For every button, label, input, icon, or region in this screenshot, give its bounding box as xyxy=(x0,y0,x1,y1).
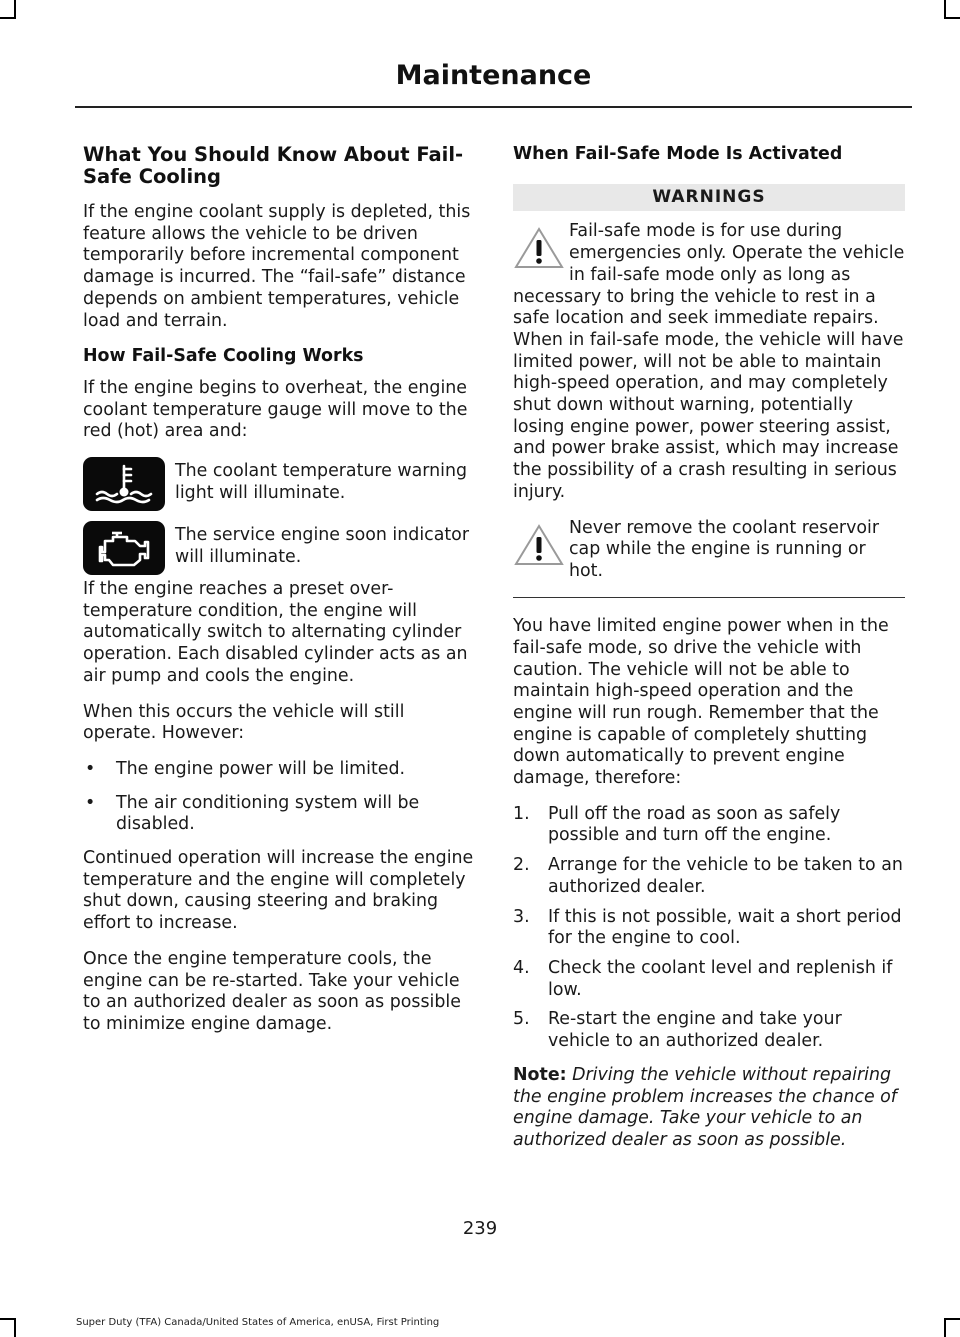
note-text: Driving the vehicle without repairing the engine problem increases the chance of engine damage. Take your vehicle to an authorized dealer as soon as possible. xyxy=(513,1064,897,1150)
crop-mark xyxy=(0,1318,16,1320)
paragraph-over-temperature: If the engine reaches a preset over-temperature condition, the engine will automatically switch to alternating cylinder operation. Each disabled cylinder acts as an air pump and cools the engine. xyxy=(83,579,468,686)
warning-triangle-icon xyxy=(513,225,565,271)
paragraph-limited-power: You have limited engine power when in the fail-safe mode, so drive the vehicle with caution. The vehicle will not be able to maintain high-speed operation and the engine will run rough. Remember that the engine is capable of completely shutting down automatically to prevent engine damage, therefore: xyxy=(513,616,889,789)
list-item: • The engine power will be limited. xyxy=(85,758,406,779)
warning-block xyxy=(513,518,905,583)
list-item: 4. Check the coolant level and replenish if low. xyxy=(513,958,893,1000)
footer-edition: Super Duty (TFA) Canada/United States of America, enUSA, First Printing xyxy=(76,1317,440,1328)
note-label: Note: xyxy=(513,1064,567,1085)
steps-list xyxy=(513,804,905,1053)
page-number: 239 xyxy=(462,1218,498,1239)
list-item: 2. Arrange for the vehicle to be taken to an authorized dealer. xyxy=(513,855,903,897)
section-heading-how-it-works: How Fail-Safe Cooling Works xyxy=(83,346,364,367)
coolant-temperature-warning-icon xyxy=(83,457,165,511)
header-divider xyxy=(75,106,912,108)
crop-mark xyxy=(14,0,16,18)
warnings-banner: WARNINGS xyxy=(513,184,905,212)
warnings-divider xyxy=(513,597,905,599)
section-heading-fail-safe-cooling: What You Should Know About Fail-Safe Cooling xyxy=(83,143,464,188)
crop-mark xyxy=(0,17,16,19)
list-item: • The air conditioning system will be disabled. xyxy=(85,792,420,835)
right-column xyxy=(513,144,905,1166)
crop-mark xyxy=(944,1318,960,1320)
engine-indicator-row xyxy=(83,521,475,575)
note-paragraph xyxy=(513,1065,905,1152)
list-item: 3. If this is not possible, wait a short period for the engine to cool. xyxy=(513,906,902,949)
limitation-list xyxy=(83,759,475,836)
crop-mark xyxy=(944,1319,946,1337)
paragraph-still-operate: When this occurs the vehicle will still operate. However: xyxy=(83,701,405,744)
page-header-title: Maintenance xyxy=(395,60,592,91)
bullet-marker: • xyxy=(85,792,96,813)
warning-text-fail-safe: Fail-safe mode is for use during emergencies only. Operate the vehicle in fail-safe mode only as long as necessary to bring the vehicle to rest in a safe location and seek immediate repairs. When in fail-safe mode, the vehicle will have limited power, will not be able to maintain high-speed operation, and may completely shut down without warning, potentially losing engine power, power steering assist, and power brake assist, which may increase the possibility of a crash resulting in serious injury. xyxy=(513,221,905,502)
paragraph-overheat: If the engine begins to overheat, the engine coolant temperature gauge will move to the red (hot) area and: xyxy=(83,377,468,442)
list-item: 1. Pull off the road as soon as safely possible and turn off the engine. xyxy=(513,803,841,846)
paragraph-continued-operation: Continued operation will increase the engine temperature and the engine will completely shut down, causing steering and braking effort to increase. xyxy=(83,848,474,934)
crop-mark xyxy=(944,17,960,19)
crop-mark xyxy=(944,0,946,18)
warning-block xyxy=(513,221,905,503)
crop-mark xyxy=(14,1319,16,1337)
left-column xyxy=(83,144,475,1050)
coolant-indicator-row xyxy=(83,457,475,511)
warning-text-reservoir-cap: Never remove the coolant reservoir cap while the engine is running or hot. xyxy=(569,517,879,581)
paragraph-restart: Once the engine temperature cools, the engine can be re-started. Take your vehicle to an authorized dealer as soon as possible to minimize engine damage. xyxy=(83,948,461,1034)
service-engine-soon-icon xyxy=(83,521,165,575)
warning-triangle-icon xyxy=(513,522,565,568)
paragraph-intro: If the engine coolant supply is depleted, this feature allows the vehicle to be driven temporarily before incremental component damage is incurred. The “fail-safe” distance depends on ambient temperatures, vehicle load and terrain. xyxy=(83,202,471,331)
engine-indicator-text: The service engine soon indicator will illuminate. xyxy=(175,525,469,567)
coolant-indicator-text: The coolant temperature warning light will illuminate. xyxy=(175,461,468,503)
section-heading-fail-safe-activated: When Fail-Safe Mode Is Activated xyxy=(513,144,843,164)
list-item: 5. Re-start the engine and take your vehicle to an authorized dealer. xyxy=(513,1009,842,1052)
bullet-marker: • xyxy=(85,758,96,779)
